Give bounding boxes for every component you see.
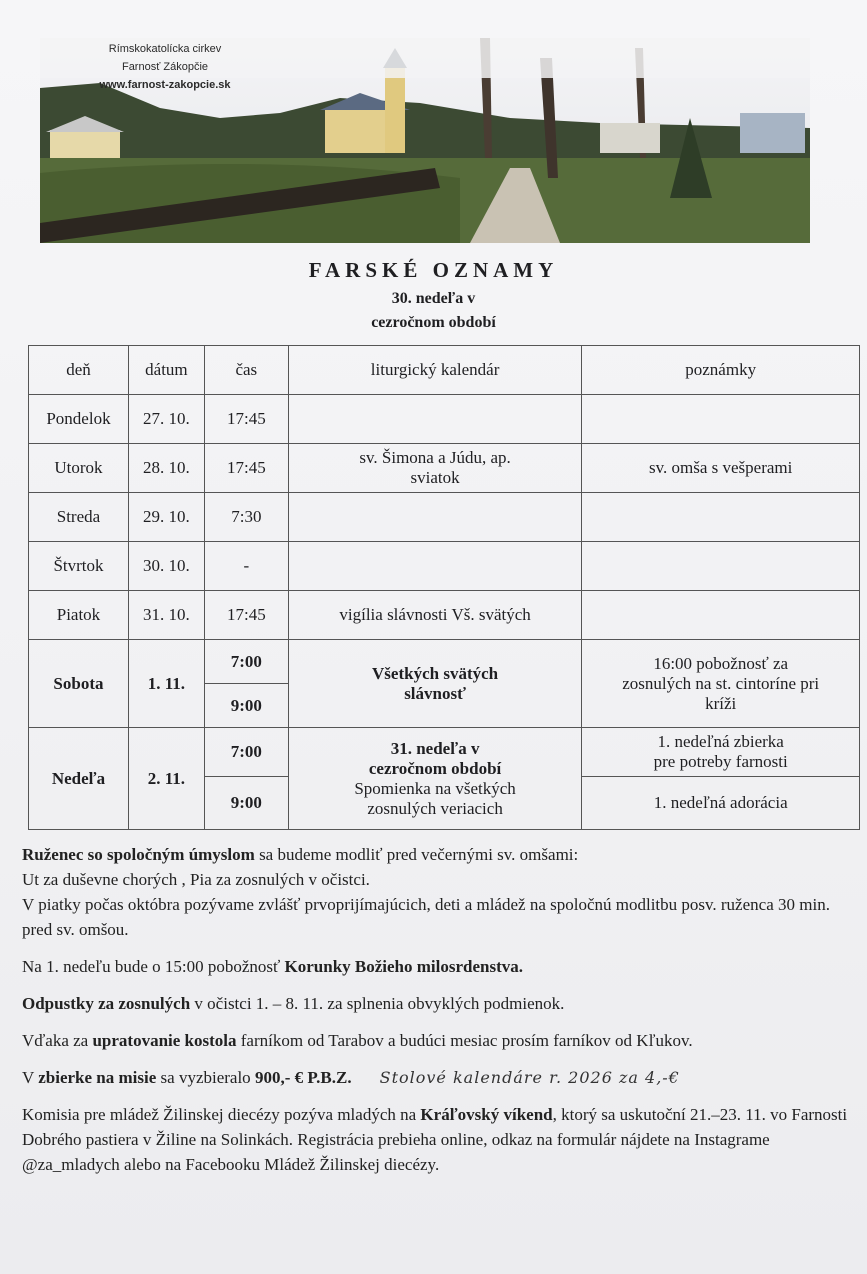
liturgy-line: sviatok <box>410 468 460 487</box>
date-cell: 28. 10. <box>128 444 204 493</box>
note-cell: 1. nedeľná adorácia <box>582 777 860 830</box>
note-cell: sv. omša s vešperami <box>582 444 860 493</box>
date-cell: 31. 10. <box>128 591 204 640</box>
bold-text: upratovanie kostola <box>92 1031 237 1050</box>
time-cell: 9:00 <box>204 684 288 728</box>
day-cell: Nedeľa <box>29 728 129 830</box>
subtitle-line: cezročnom období <box>371 314 496 331</box>
time-cell: 17:45 <box>204 444 288 493</box>
text: v očistci 1. – 8. 11. za splnenia obvyklých podmienok. <box>190 994 565 1013</box>
date-cell: 2. 11. <box>128 728 204 830</box>
table-row <box>29 444 860 493</box>
time-cell: - <box>204 542 288 591</box>
text: Komisia pre mládež Žilinskej diecézy pozýva mladých na <box>22 1105 421 1124</box>
time-cell: 7:00 <box>204 728 288 777</box>
bold-text: Kráľovský víkend <box>420 1105 553 1124</box>
liturgy-cell <box>288 395 582 444</box>
page-subtitle <box>0 287 867 335</box>
note-cell <box>582 591 860 640</box>
handwritten-note: Stolové kalendáre r. 2026 za 4,-€ <box>379 1068 680 1087</box>
liturgy-cell <box>288 493 582 542</box>
column-header: čas <box>204 346 288 395</box>
table-header-row <box>29 346 860 395</box>
day-cell: Streda <box>29 493 129 542</box>
day-cell: Utorok <box>29 444 129 493</box>
date-cell: 1. 11. <box>128 640 204 728</box>
text: sa vyzbieralo <box>156 1068 255 1087</box>
indulgence-announcement <box>22 991 852 1016</box>
liturgy-cell: vigília slávnosti Vš. svätých <box>288 591 582 640</box>
column-header: poznámky <box>582 346 860 395</box>
day-cell: Štvrtok <box>29 542 129 591</box>
note-cell <box>582 395 860 444</box>
date-cell: 30. 10. <box>128 542 204 591</box>
date-cell: 27. 10. <box>128 395 204 444</box>
note-cell <box>582 493 860 542</box>
chaplet-announcement <box>22 954 852 979</box>
text: sa budeme modliť pred večernými sv. omšami: <box>254 845 579 864</box>
liturgy-line: sv. Šimona a Júdu, ap. <box>359 448 511 467</box>
text: V <box>22 1068 39 1087</box>
text: Ut za duševne chorých , Pia za zosnulých v očistci. <box>22 870 370 889</box>
table-row <box>29 640 860 684</box>
subtitle-line: 30. nedeľa v <box>391 290 476 307</box>
bold-text: Odpustky za zosnulých <box>22 994 191 1013</box>
text: Na 1. nedeľu bude o 15:00 pobožnosť <box>22 957 285 976</box>
time-cell: 17:45 <box>204 395 288 444</box>
liturgy-cell <box>288 542 582 591</box>
day-cell: Pondelok <box>29 395 129 444</box>
parish-name: Farnosť Zákopčie <box>121 61 209 73</box>
bold-text: Ruženec so spoločným úmyslom <box>22 845 255 864</box>
note-line: 16:00 pobožnosť za <box>653 653 789 673</box>
column-header: liturgický kalendár <box>288 346 582 395</box>
day-cell: Piatok <box>29 591 129 640</box>
date-cell: 29. 10. <box>128 493 204 542</box>
rosary-announcement <box>22 842 852 942</box>
table-row <box>29 728 860 777</box>
text: Vďaka za <box>22 1031 93 1050</box>
time-cell: 9:00 <box>204 777 288 830</box>
time-cell: 7:00 <box>204 640 288 684</box>
parish-info <box>70 40 260 94</box>
page-title: FARSKÉ OZNAMY <box>308 258 559 282</box>
text: V piatky počas októbra pozývame zvlášť prvoprijímajúcich, deti a mládež na spoločnú modlitbu posv. ruženca 30 min. pred sv. omšou. <box>22 895 830 939</box>
column-header: deň <box>29 346 129 395</box>
liturgy-line: Všetkých svätých <box>372 663 499 683</box>
table-row <box>29 591 860 640</box>
note-line: zosnulých na st. cintoríne pri <box>622 673 820 693</box>
table-row <box>29 542 860 591</box>
note-cell <box>582 640 860 728</box>
liturgy-line: zosnulých veriacich <box>367 798 503 818</box>
note-cell <box>582 728 860 777</box>
note-line: pre potreby farnosti <box>653 752 788 771</box>
youth-announcement <box>22 1102 852 1177</box>
liturgy-line: Spomienka na všetkých <box>354 778 516 798</box>
liturgy-cell <box>288 728 582 830</box>
column-header: dátum <box>128 346 204 395</box>
note-line: kríži <box>705 693 737 713</box>
table-row <box>29 395 860 444</box>
liturgy-cell <box>288 640 582 728</box>
time-cell: 7:30 <box>204 493 288 542</box>
note-cell <box>582 542 860 591</box>
bold-text: 900,- € P.B.Z. <box>254 1068 352 1087</box>
announcements <box>22 842 852 1189</box>
schedule-table <box>28 345 860 830</box>
liturgy-line: slávnosť <box>404 683 466 703</box>
collection-announcement <box>22 1065 852 1090</box>
church-name: Rímskokatolícka cirkev <box>108 43 222 55</box>
parish-website: www.farnost-zakopcie.sk <box>99 79 231 91</box>
liturgy-cell <box>288 444 582 493</box>
liturgy-line: cezročnom období <box>368 758 502 778</box>
text: farníkom od Tarabov a budúci mesiac prosím farníkov od Kľukov. <box>236 1031 693 1050</box>
bold-text: zbierke na misie <box>38 1068 157 1087</box>
day-cell: Sobota <box>29 640 129 728</box>
liturgy-line: 31. nedeľa v <box>390 738 480 758</box>
table-row <box>29 493 860 542</box>
text: , ktorý sa uskutoční 21.–23. 11. vo Farnosti Dobrého pastiera v Žiline na Solinkách. Registrácia prebieha online, odkaz na formulár nájdete na Instagrame @za_mladych alebo na Facebooku Mládež Žilinskej diecézy. <box>22 1105 848 1174</box>
note-line: 1. nedeľná zbierka <box>657 732 784 751</box>
bold-text: Korunky Božieho milosrdenstva. <box>284 957 524 976</box>
cleaning-announcement <box>22 1028 852 1053</box>
time-cell: 17:45 <box>204 591 288 640</box>
